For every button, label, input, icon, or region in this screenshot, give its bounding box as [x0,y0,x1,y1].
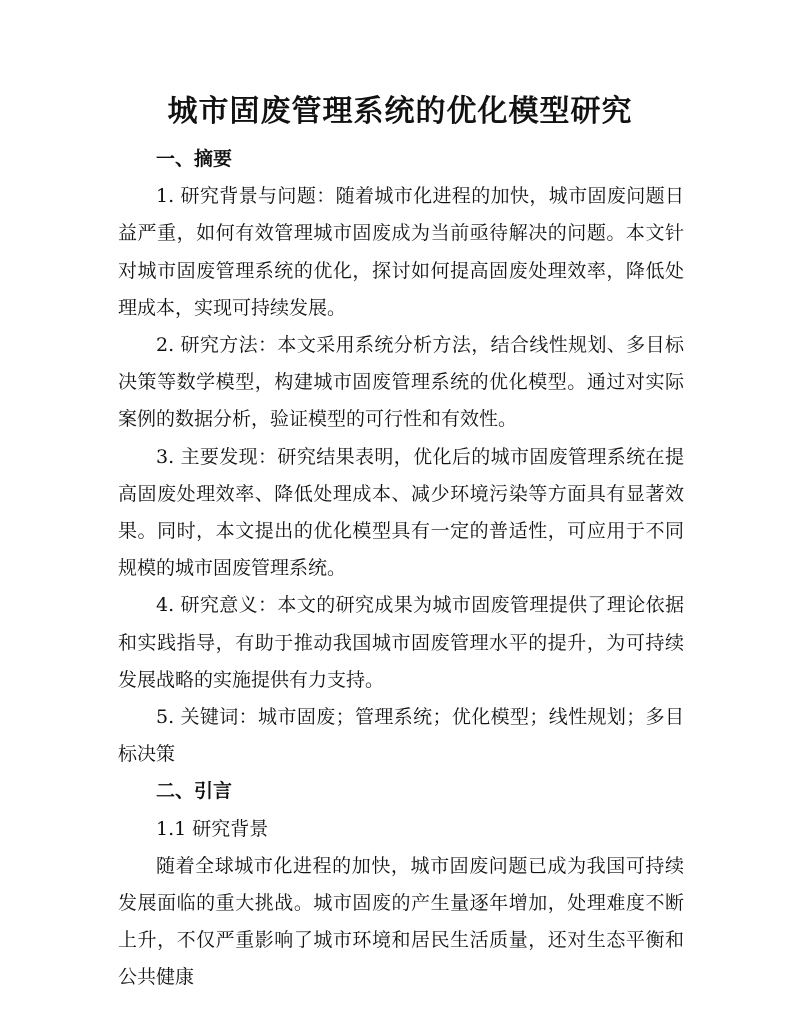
abstract-paragraph-findings: 3. 主要发现：研究结果表明，优化后的城市固废管理系统在提高固废处理效率、降低处理成本、减少环境污染等方面具有显著效果。同时，本文提出的优化模型具有一定的普适性，可应用于不同规模的城市固废管理系统。 [118,445,684,580]
document-body [118,141,684,997]
abstract-paragraph-significance: 4. 研究意义：本文的研究成果为城市固废管理提供了理论依据和实践指导，有助于推动我国城市固废管理水平的提升，为可持续发展战略的实施提供有力支持。 [118,594,684,691]
abstract-paragraph-methods: 2. 研究方法：本文采用系统分析方法，结合线性规划、多目标决策等数学模型，构建城市固废管理系统的优化模型。通过对实际案例的数据分析，验证模型的可行性和有效性。 [118,334,684,431]
abstract-paragraph-keywords: 5. 关键词：城市固废；管理系统；优化模型；线性规划；多目标决策 [118,706,684,766]
section-heading-abstract: 一、摘要 [156,148,233,170]
introduction-paragraph: 随着全球城市化进程的加快，城市固废问题已成为我国可持续发展面临的重大挑战。城市固废的产生量逐年增加，处理难度不断上升，不仅严重影响了城市环境和居民生活质量，还对生态平衡和公共健康 [118,854,684,989]
subsection-heading-background: 1.1 研究背景 [156,817,269,840]
section-heading-introduction: 二、引言 [156,780,233,803]
page-title: 城市固废管理系统的优化模型研究 [167,94,633,129]
abstract-paragraph-background: 1. 研究背景与问题：随着城市化进程的加快，城市固废问题日益严重，如何有效管理城市固废成为当前亟待解决的问题。本文针对城市固废管理系统的优化，探讨如何提高固废处理效率，降低处理成本，实现可持续发展。 [118,185,684,319]
